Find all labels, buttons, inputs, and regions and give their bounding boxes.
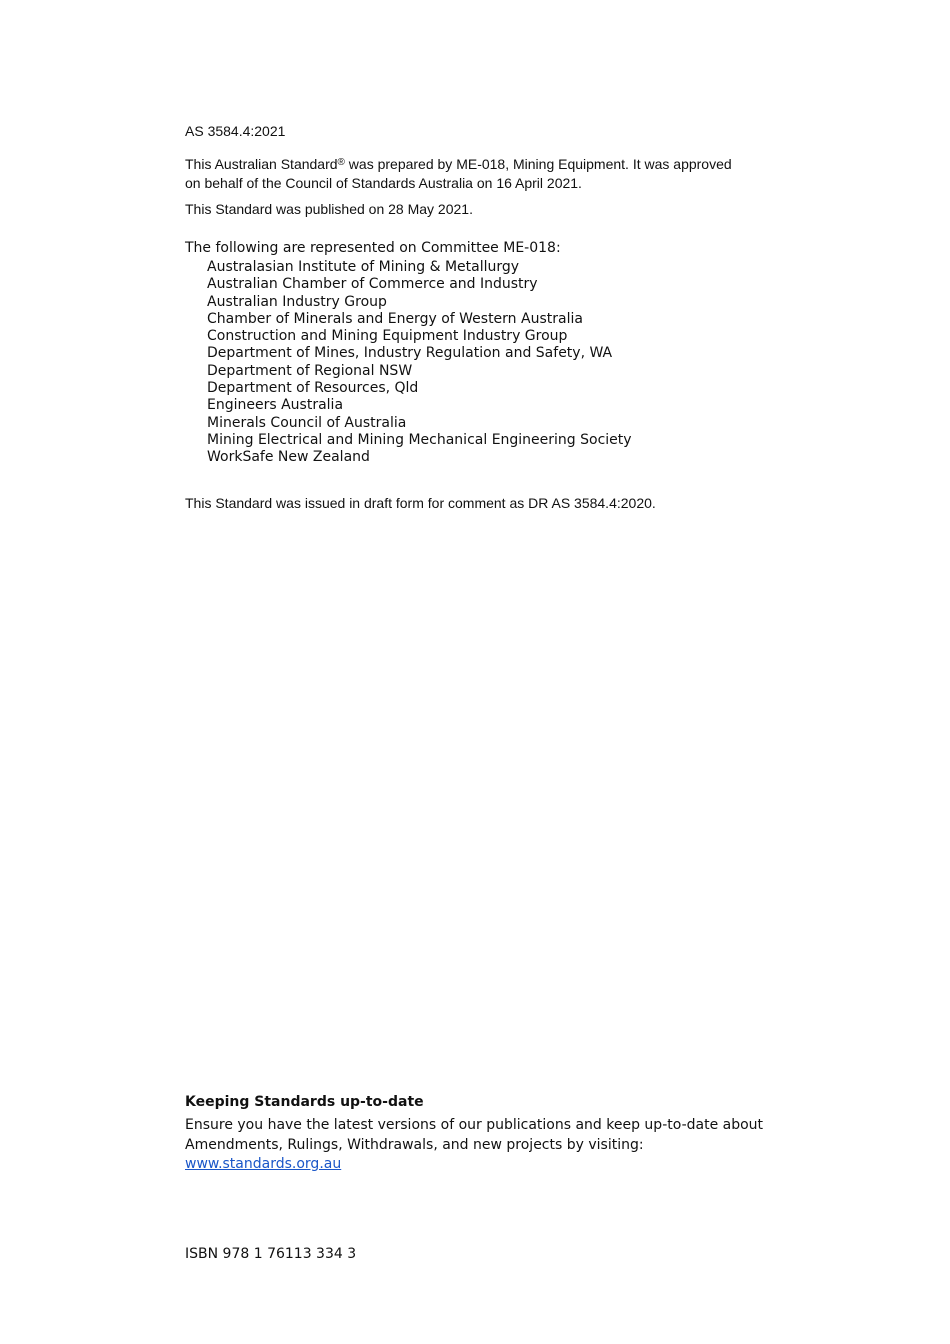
preparation-text-part1: This Australian Standard — [185, 156, 338, 172]
preparation-text-part2: was prepared by ME-018, Mining Equipment. It was approved — [344, 156, 732, 172]
keeping-title: Keeping Standards up-to-date — [185, 1094, 424, 1110]
committee-member: Mining Electrical and Mining Mechanical Engineering Society — [207, 431, 632, 448]
committee-member: Chamber of Minerals and Energy of Western Australia — [207, 310, 583, 327]
committee-member: Department of Regional NSW — [207, 362, 413, 379]
keeping-up-to-date-section — [185, 1094, 785, 1175]
committee-member: Minerals Council of Australia — [207, 414, 407, 431]
committee-member-list — [185, 259, 785, 467]
committee-member: Construction and Mining Equipment Industry Group — [207, 328, 568, 345]
preparation-statement — [185, 155, 785, 193]
committee-member: Australasian Institute of Mining & Metallurgy — [207, 259, 520, 275]
committee-member: Department of Mines, Industry Regulation and Safety, WA — [207, 345, 613, 362]
standards-website-link[interactable]: www.standards.org.au — [185, 1156, 342, 1172]
registered-mark: ® — [337, 157, 345, 168]
published-statement: This Standard was published on 28 May 2021. — [185, 201, 473, 217]
keeping-line-1: Ensure you have the latest versions of our publications and keep up-to-date about — [185, 1117, 764, 1133]
keeping-line-2: Amendments, Rulings, Withdrawals, and new projects by visiting: — [185, 1136, 644, 1153]
committee-heading: The following are represented on Committee ME-018: — [185, 240, 561, 256]
keeping-body — [185, 1116, 785, 1175]
committee-member: WorkSafe New Zealand — [207, 449, 370, 466]
committee-member: Department of Resources, Qld — [207, 380, 419, 397]
committee-member: Australian Chamber of Commerce and Industry — [207, 276, 538, 293]
isbn: ISBN 978 1 76113 334 3 — [185, 1246, 357, 1262]
draft-note: This Standard was issued in draft form for comment as DR AS 3584.4:2020. — [185, 495, 656, 511]
committee-member: Australian Industry Group — [207, 293, 387, 310]
committee-section — [185, 240, 785, 467]
standard-designation: AS 3584.4:2021 — [185, 123, 286, 139]
committee-member: Engineers Australia — [207, 397, 344, 414]
approval-text: on behalf of the Council of Standards Australia on 16 April 2021. — [185, 175, 582, 191]
